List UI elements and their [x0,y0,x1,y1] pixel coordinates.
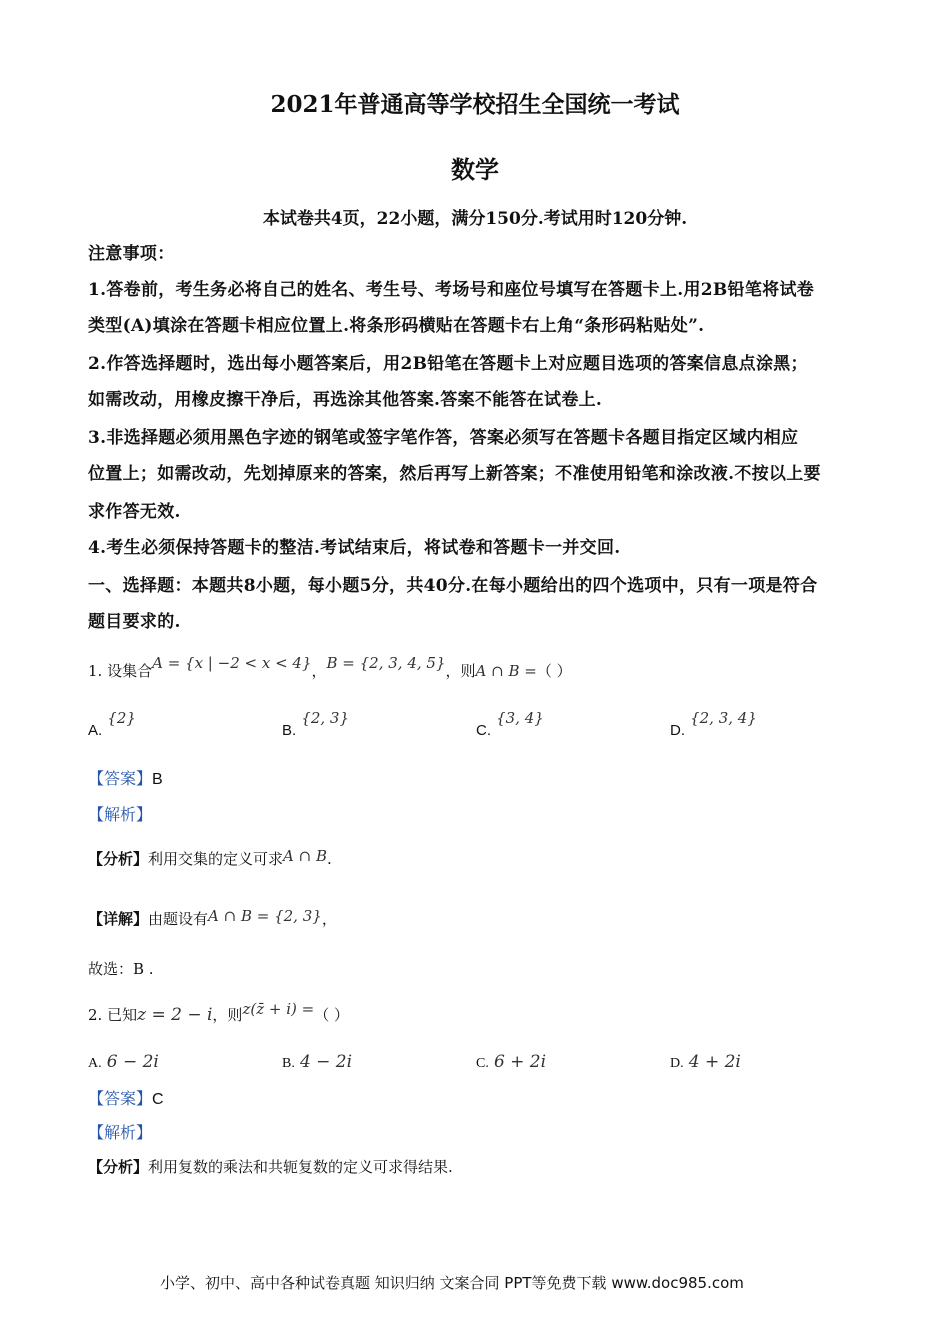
q2-prefix: 2. 已知 [88,1006,138,1024]
q2-option-c-value: 6 + 2i [493,1052,547,1072]
q2-option-d-value: 4 + 2i [688,1052,741,1072]
q1-comma-2: ，则 [445,662,476,680]
q1-analysis-tag: 【解析】 [88,807,153,824]
q2-option-a-label: A. [88,1056,102,1071]
q2-answer-tag: 【答案】 [88,1091,153,1108]
q2-option-d-label: D. [670,1056,684,1071]
q1-fenxi [88,848,332,869]
q1-xiangjie [88,908,337,929]
q1-comma-1: ， [311,662,327,680]
q2-answer [88,1086,164,1109]
q1-set-a: A = {x | −2 < x < 4} [152,654,312,672]
exam-info: 本试卷共4页，22小题，满分150分.考试用时120分钟. [262,209,688,229]
q1-xiangjie-text: 由题设有 [148,910,209,928]
q1-option-a[interactable] [88,708,136,739]
q1-option-b[interactable] [282,708,349,739]
q2-option-a[interactable] [88,1052,159,1072]
q2-z: z = 2 − i [137,1005,213,1025]
q1-prefix: 1. 设集合 [88,662,153,680]
q1-set-b: B = {2, 3, 4, 5} [326,654,446,672]
note-3-line-2: 位置上；如需改动，先划掉原来的答案，然后再写上新答案；不准使用铅笔和涂改液.不按以上要 [88,464,821,484]
q1-xiangjie-expr: A ∩ B = {2, 3} [208,907,322,925]
q1-expr: A ∩ B = [475,662,537,680]
note-3-line-3: 求作答无效. [88,502,181,522]
q2-paren: （ ） [314,1006,349,1024]
q1-fenxi-end: . [327,850,332,868]
q1-stem [88,654,572,681]
footer-watermark: 小学、初中、高中各种试卷真题 知识归纳 文案合同 PPT等免费下载 www.doc985.com [160,1274,744,1292]
notes-heading: 注意事项： [88,244,175,264]
q2-option-b-label: B. [282,1056,295,1071]
q1-xiangjie-end: ， [321,910,337,928]
q1-option-a-value: {2} [107,709,136,727]
exam-title: 2021年普通高等学校招生全国统一考试 [270,91,680,118]
note-1-line-2: 类型(A)填涂在答题卡相应位置上.将条形码横贴在答题卡右上角“条形码粘贴处”. [88,316,705,336]
q2-fenxi [88,1156,453,1177]
q1-answer-value: B [152,771,163,788]
note-2-line-2: 如需改动，用橡皮擦干净后，再选涂其他答案.答案不能答在试卷上. [88,390,603,410]
q1-option-a-label: A. [88,722,103,739]
q2-answer-value: C [152,1091,164,1108]
q1-option-d[interactable] [670,708,757,739]
q1-fenxi-text: 利用交集的定义可求 [148,850,284,868]
q1-fenxi-expr: A ∩ B [283,847,327,865]
q2-stem [88,1000,349,1025]
q2-expr: z(z̄ + i) = [242,1000,315,1018]
q1-option-d-label: D. [670,722,685,739]
q2-option-b[interactable] [282,1052,352,1072]
section-1-line-2: 题目要求的. [88,612,181,632]
q2-option-c[interactable] [476,1052,546,1072]
q1-answer [88,766,163,789]
q1-option-b-label: B. [282,722,297,739]
q1-conclusion: 故选：B . [88,960,154,978]
q1-answer-tag: 【答案】 [88,771,153,788]
subject-title: 数学 [451,155,499,184]
note-1-line-1: 1.答卷前，考生务必将自己的姓名、考生号、考场号和座位号填写在答题卡上.用2B铅笔将试卷 [88,280,815,300]
q1-option-b-value: {2, 3} [301,709,349,727]
q1-option-d-value: {2, 3, 4} [690,709,757,727]
note-2-line-1: 2.作答选择题时，选出每小题答案后，用2B铅笔在答题卡上对应题目选项的答案信息点涂黑； [88,354,808,374]
q1-option-c-label: C. [476,722,491,739]
q2-option-c-label: C. [476,1056,489,1071]
q1-option-c[interactable] [476,708,544,739]
note-3-line-1: 3.非选择题必须用黑色字迹的钢笔或签字笔作答，答案必须写在答题卡各题目指定区域内相应 [88,428,799,448]
q1-option-c-value: {3, 4} [496,709,544,727]
q1-paren: （ ） [536,662,572,680]
note-4: 4.考生必须保持答题卡的整洁.考试结束后，将试卷和答题卡一并交回. [88,538,621,558]
q2-fenxi-tag: 【分析】 [88,1158,149,1176]
q2-analysis-tag: 【解析】 [88,1125,153,1142]
q2-option-d[interactable] [670,1052,741,1072]
q2-option-b-value: 4 − 2i [299,1052,353,1072]
section-1-line-1: 一、选择题：本题共8小题，每小题5分，共40分.在每小题给出的四个选项中，只有一项是符合 [88,576,818,596]
q2-fenxi-text: 利用复数的乘法和共轭复数的定义可求得结果. [148,1158,453,1176]
q2-option-a-value: 6 − 2i [106,1052,159,1072]
q1-xiangjie-tag: 【详解】 [88,910,149,928]
q1-fenxi-tag: 【分析】 [88,850,149,868]
q2-mid: ，则 [212,1006,243,1024]
